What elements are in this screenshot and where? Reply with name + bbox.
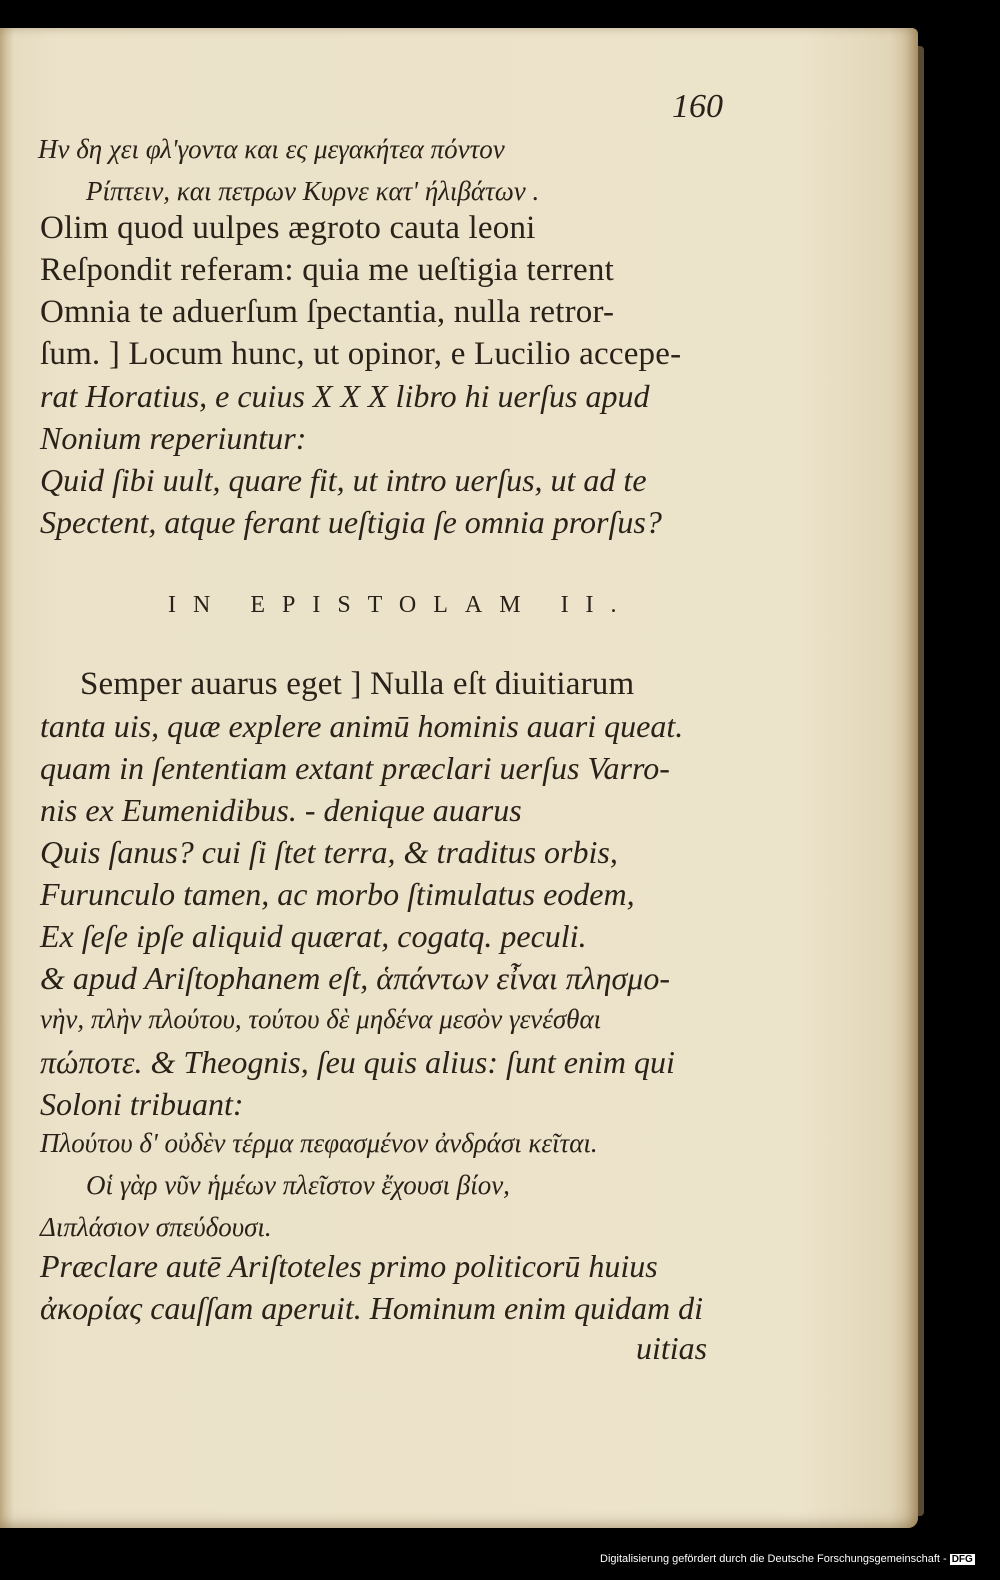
text-line-6: ſum. ] Locum hunc, ut opinor, e Lucilio accepe- (40, 336, 682, 372)
text-line-3: Olim quod uulpes ægroto cauta leoni (40, 210, 536, 246)
text-line-19: νὴν, πλὴν πλούτου, τούτου δὲ μηδένα μεσὸν γενέσθαι (40, 1004, 602, 1034)
text-line-20: πώποτε. & Theognis, ſeu quis alius: ſunt enim qui (40, 1044, 675, 1080)
text-line-14: nis ex Eumenidibus. - denique auarus (40, 792, 522, 828)
text-line-4: Reſpondit referam: quia me ueſtigia terrent (40, 252, 614, 288)
footer-text: Digitalisierung gefördert durch die Deutsche Forschungsgemeinschaft - (600, 1553, 947, 1565)
page-edge (918, 46, 924, 1516)
text-line-15: Quis ſanus? cui ſi ſtet terra, & traditus orbis, (40, 834, 618, 870)
text-line-5: Omnia te aduerſum ſpectantia, nulla retror- (40, 294, 615, 330)
text-line-24: Διπλάσιον σπεύδουσι. (40, 1212, 272, 1242)
dfg-logo: DFG (951, 1554, 973, 1565)
text-line-8: Nonium reperiuntur: (40, 420, 307, 456)
text-line-9: Quid ſibi uult, quare fit, ut intro uerſus, ut ad te (40, 462, 647, 498)
text-line-26: ἀκορίας cauſſam aperuit. Hominum enim quidam di (40, 1290, 704, 1326)
text-line-22: Πλούτου δ' οὐδὲν τέρμα πεφασμένον ἀνδράσι κεῖται. (40, 1128, 598, 1158)
text-line-11: Semper auarus eget ] Nulla eſt diuitiarum (80, 666, 635, 702)
text-line-21: Soloni tribuant: (40, 1086, 244, 1122)
text-line-17: Ex ſeſe ipſe aliquid quærat, cogatq. peculi. (40, 918, 587, 954)
text-line-7: rat Horatius, e cuius X X X libro hi uerſus apud (40, 378, 650, 414)
page-number: 160 (672, 88, 723, 125)
text-line-25: Præclare autē Ariſtoteles primo politicorū huius (40, 1248, 658, 1284)
text-line-23: Οἱ γὰρ νῦν ἡμέων πλεῖστον ἔχουσι βίον, (86, 1170, 510, 1200)
text-line-2: Ρίπτειν, και πετρων Κυρνε κατ' ήλιβάτων . (86, 176, 540, 206)
text-line-27: uitias (636, 1330, 708, 1366)
text-line-16: Furunculo tamen, ac morbo ſtimulatus eodem, (40, 876, 635, 912)
text-line-10: Spectent, atque ferant ueſtigia ſe omnia prorſus? (40, 504, 662, 540)
text-line-18: & apud Ariſtophanem eſt, ἁπάντων εἶναι πλησμο- (40, 960, 671, 996)
text-line-13: quam in ſententiam extant præclari uerſus Varro- (40, 750, 670, 786)
text-line-1: Ην δη χει φλ'γοντα και ες μεγακήτεα πόντον (38, 134, 505, 164)
section-heading: IN EPISTOLAM II. (168, 592, 634, 618)
digitization-footer (600, 1553, 975, 1565)
text-line-12: tanta uis, quæ explere animū hominis auari queat. (40, 708, 684, 744)
